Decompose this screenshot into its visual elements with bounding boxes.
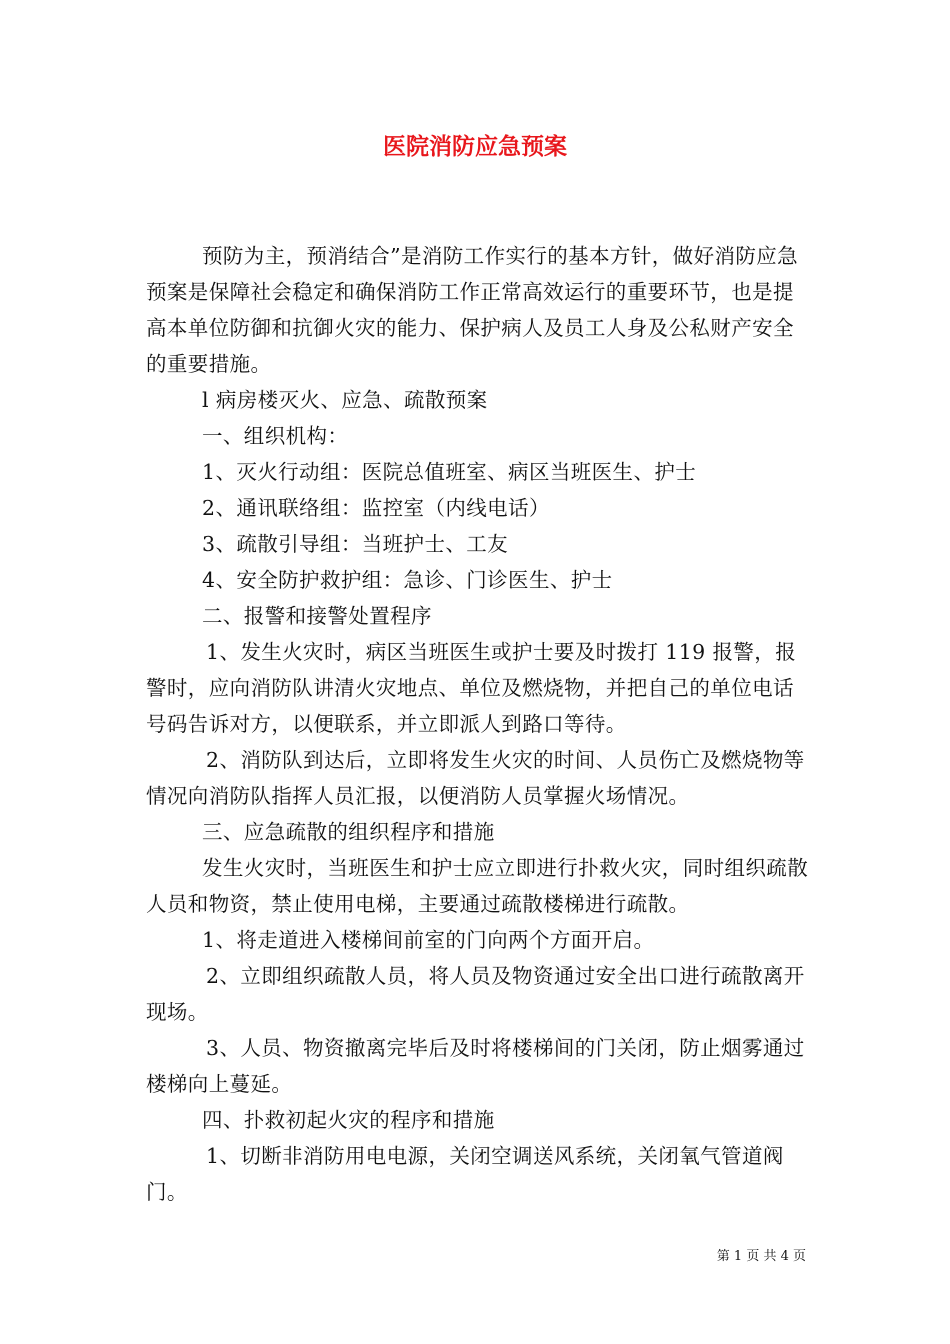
paragraph-org-item-3: 3、疏散引导组：当班护士、工友 <box>202 532 509 556</box>
paragraph-intro: 预防为主，预消结合”是消防工作实行的基本方针，做好消防应急预案是保障社会稳定和确保消防工作正常高效运行的重要环节，也是提高本单位防御和抗御火灾的能力、保护病人及员工人身及公私财产安全的重要措施。 <box>146 244 799 376</box>
paragraph-org-item-4: 4、安全防护救护组：急诊、门诊医生、护士 <box>202 568 613 592</box>
paragraph-firefight-item-1: 1、切断非消防用电电源，关闭空调送风系统，关闭氧气管道阀门。 <box>146 1144 784 1204</box>
paragraph-alarm-item-1: 1、发生火灾时，病区当班医生或护士要及时拨打 119 报警，报警时，应向消防队讲清火灾地点、单位及燃烧物，并把自己的单位电话号码告诉对方，以便联系，并立即派人到路口等待。 <box>146 640 797 736</box>
paragraph-evacuation-item-1: 1、将走道进入楼梯间前室的门向两个方面开启。 <box>202 928 655 952</box>
paragraph-section-3-heading: 三、应急疏散的组织程序和措施 <box>202 820 495 844</box>
paragraph-evacuation-intro: 发生火灾时，当班医生和护士应立即进行扑救火灾，同时组织疏散人员和物资，禁止使用电梯，主要通过疏散楼梯进行疏散。 <box>146 856 809 916</box>
paragraph-plan-heading: l 病房楼灭火、应急、疏散预案 <box>202 388 488 412</box>
document-body <box>146 238 812 1210</box>
paragraph-alarm-item-2: 2、消防队到达后，立即将发生火灾的时间、人员伤亡及燃烧物等情况向消防队指挥人员汇报，以便消防人员掌握火场情况。 <box>146 748 805 808</box>
paragraph-evacuation-item-2: 2、立即组织疏散人员，将人员及物资通过安全出口进行疏散离开现场。 <box>146 964 805 1024</box>
paragraph-evacuation-item-3: 3、人员、物资撤离完毕后及时将楼梯间的门关闭，防止烟雾通过楼梯向上蔓延。 <box>146 1036 805 1096</box>
paragraph-section-1-heading: 一、组织机构： <box>202 424 349 448</box>
page-number-footer: 第 1 页 共 4 页 <box>716 1249 806 1264</box>
paragraph-section-4-heading: 四、扑救初起火灾的程序和措施 <box>202 1108 495 1132</box>
paragraph-org-item-2: 2、通讯联络组：监控室（内线电话） <box>202 496 550 520</box>
paragraph-org-item-1: 1、灭火行动组：医院总值班室、病区当班医生、护士 <box>202 460 697 484</box>
paragraph-section-2-heading: 二、报警和接警处置程序 <box>202 604 432 628</box>
page-title: 医院消防应急预案 <box>383 134 567 160</box>
